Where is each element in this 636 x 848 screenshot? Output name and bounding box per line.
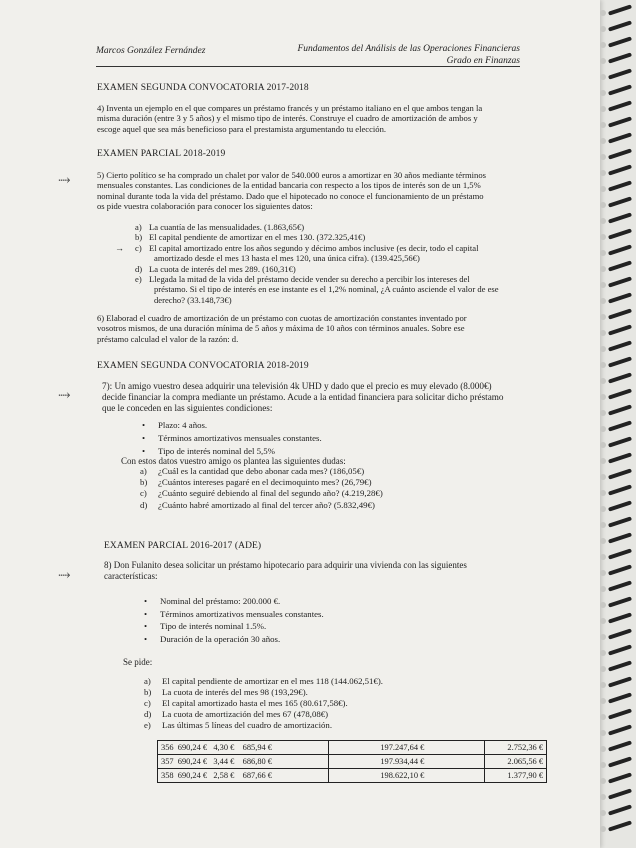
binding-hole <box>600 218 606 224</box>
item-label: b) <box>135 232 143 243</box>
q7-line: 7): Un amigo vuestro desea adquirir una televisión 4k UHD y dado que el precio es muy elevado (8.000€) <box>102 381 492 391</box>
item-label: d) <box>135 263 143 274</box>
question-7-items <box>140 466 383 511</box>
header-course-title: Fundamentos del Análisis de las Operaciones Financieras <box>297 44 520 54</box>
binding-coil <box>608 164 632 175</box>
binding-hole <box>600 10 606 16</box>
binding-coil <box>608 516 632 527</box>
bullet-item: • Tipo de interés nominal 1.5%. <box>144 620 324 633</box>
binding-hole <box>600 346 606 352</box>
binding-coil <box>608 212 632 223</box>
table-cell <box>158 769 329 783</box>
binding-coil <box>608 180 632 191</box>
binding-coil <box>608 308 632 319</box>
question-7-conditions <box>142 419 322 457</box>
section-title-2018-2019: EXAMEN SEGUNDA CONVOCATORIA 2018-2019 <box>97 361 309 371</box>
q5-line: nominal durante toda la vida del préstamo. Dado que el hipotecado no conoce el funcionamiento de un préstamo <box>97 190 484 201</box>
q5-line: os pide vuestra colaboración para conocer los siguientes datos: <box>97 201 313 212</box>
pending-cell: 2.065,56 € <box>485 755 547 769</box>
list-item-cont: préstamo. Si el tipo de interés en ese instante es el 1,2% nominal, ¿A cuánto asciende el valor de ese <box>154 284 499 295</box>
binding-hole <box>600 522 606 528</box>
binding-hole <box>600 730 606 736</box>
bullet-item: • Nominal del préstamo: 200.000 €. <box>144 595 324 608</box>
item-text: ¿Cuánto seguiré debiendo al final del segundo año? (4.219,28€) <box>158 488 383 499</box>
binding-hole <box>600 778 606 784</box>
q4-line: 4) Inventa un ejemplo en el que compares un préstamo francés y un préstamo italiano en el que ambos tengan la <box>97 103 483 113</box>
list-item <box>140 466 383 477</box>
binding-coil <box>608 324 632 335</box>
binding-hole <box>600 490 606 496</box>
q6-line: 6) Elaborad el cuadro de amortización de un préstamo con cuotas de amortización constantes inventado por <box>97 313 467 323</box>
payment-cell: 690,24 € <box>177 757 208 766</box>
binding-coil <box>608 740 632 751</box>
binding-hole <box>600 122 606 128</box>
binding-coil <box>608 68 632 79</box>
binding-coil <box>608 708 632 719</box>
binding-hole <box>600 202 606 208</box>
list-item <box>144 698 383 709</box>
binding-hole <box>600 314 606 320</box>
binding-hole <box>600 682 606 688</box>
q5-line: 5) Cierto político se ha comprado un chalet por valor de 540.000 euros a amortizar en 30 años mediante términos <box>97 170 486 180</box>
spiral-binding <box>600 0 636 848</box>
hand-drawn-arrow-icon: ⤑ <box>58 568 71 584</box>
period-cell: 358 <box>161 771 174 780</box>
pending-cell: 2.752,36 € <box>485 741 547 755</box>
list-item <box>144 709 383 720</box>
binding-coil <box>608 404 632 415</box>
binding-coil <box>608 132 632 143</box>
period-cell: 356 <box>161 743 174 752</box>
item-label: a) <box>135 222 142 232</box>
question-6 <box>97 313 523 344</box>
binding-hole <box>600 538 606 544</box>
section-title-parcial-2018-2019: EXAMEN PARCIAL 2018-2019 <box>97 149 226 159</box>
item-text: Llegada la mitad de la vida del préstamo decide vender su derecho a percibir los intereses del <box>149 274 470 285</box>
q8-line: características: <box>104 571 158 582</box>
binding-coil <box>608 596 632 607</box>
item-text: ¿Cuánto habré amortizado al final del tercer año? (5.832,49€) <box>158 499 375 510</box>
binding-hole <box>600 186 606 192</box>
bullet-item: • Términos amortizativos mensuales constantes. <box>142 432 322 445</box>
list-item <box>135 232 525 242</box>
q4-line: misma duración (entre 3 y 5 años) y el mismo tipo de interés. Construye el cuadro de amortización de ambos y <box>97 113 478 124</box>
list-item <box>135 264 525 274</box>
binding-coil <box>608 676 632 687</box>
binding-coil <box>608 660 632 671</box>
binding-hole <box>600 250 606 256</box>
binding-hole <box>600 58 606 64</box>
binding-coil <box>608 772 632 783</box>
binding-coil <box>608 724 632 735</box>
binding-hole <box>600 90 606 96</box>
binding-coil <box>608 436 632 447</box>
binding-hole <box>600 362 606 368</box>
accumulated-cell: 197.934,44 € <box>328 755 484 769</box>
binding-coil <box>608 100 632 111</box>
binding-coil <box>608 372 632 383</box>
binding-coil <box>608 20 632 31</box>
binding-hole <box>600 554 606 560</box>
list-item <box>140 488 383 499</box>
binding-coil <box>608 820 632 831</box>
section-title-2016-2017: EXAMEN PARCIAL 2016-2017 (ADE) <box>104 541 262 551</box>
binding-hole <box>600 26 606 32</box>
binding-hole <box>600 170 606 176</box>
question-8-items <box>144 676 383 731</box>
binding-hole <box>600 666 606 672</box>
bullet-item: • Plazo: 4 años. <box>142 419 322 432</box>
q7-line: decide financiar la compra mediante un préstamo. Acude a la entidad financiera para solicitar dicho préstamo <box>102 392 504 403</box>
amortization-table <box>157 740 547 783</box>
item-text: Las últimas 5 líneas del cuadro de amortización. <box>162 720 333 730</box>
period-cell: 357 <box>161 757 174 766</box>
binding-coil <box>608 500 632 511</box>
binding-hole <box>600 298 606 304</box>
binding-hole <box>600 506 606 512</box>
accumulated-cell: 198.622,10 € <box>328 769 484 783</box>
binding-coil <box>608 388 632 399</box>
binding-hole <box>600 762 606 768</box>
binding-coil <box>608 756 632 767</box>
binding-hole <box>600 426 606 432</box>
binding-coil <box>608 260 632 271</box>
hand-drawn-arrow-icon: ⤑ <box>58 173 71 189</box>
table-row <box>158 769 547 783</box>
item-text: ¿Cuál es la cantidad que debo abonar cada mes? (186,05€) <box>158 466 365 476</box>
list-item <box>135 243 525 253</box>
binding-hole <box>600 330 606 336</box>
binding-coil <box>608 4 632 15</box>
se-pide-label: Se pide: <box>123 657 153 667</box>
q8-line: 8) Don Fulanito desea solicitar un préstamo hipotecario para adquirir una vivienda con las siguientes <box>104 560 467 570</box>
binding-hole <box>600 826 606 832</box>
binding-hole <box>600 602 606 608</box>
binding-hole <box>600 394 606 400</box>
item-text: ¿Cuántos intereses pagaré en el decimoquinto mes? (26,79€) <box>158 477 372 488</box>
binding-coil <box>608 356 632 367</box>
header-author: Marcos González Fernández <box>96 46 206 56</box>
item-label: a) <box>140 466 147 476</box>
q7-line: que le conceden en las siguientes condiciones: <box>102 403 273 414</box>
binding-hole <box>600 154 606 160</box>
binding-hole <box>600 378 606 384</box>
item-text: El capital amortizado hasta el mes 165 (80.617,58€). <box>162 698 348 708</box>
payment-cell: 690,24 € <box>177 771 208 780</box>
binding-hole <box>600 746 606 752</box>
item-label: b) <box>144 687 152 697</box>
question-5 <box>97 170 521 212</box>
binding-hole <box>600 634 606 640</box>
item-label: a) <box>144 676 151 686</box>
interest-cell: 3,44 € <box>213 757 235 766</box>
binding-hole <box>600 106 606 112</box>
item-label: c) <box>140 488 147 499</box>
binding-hole <box>600 138 606 144</box>
item-label: d) <box>140 499 148 510</box>
binding-hole <box>600 442 606 448</box>
list-item-cont: amortizado desde el mes 13 hasta el mes 120, una única cifra). (139.425,56€) <box>154 253 420 264</box>
question-8-conditions <box>144 595 324 645</box>
item-text: La cuota de amortización del mes 67 (478,08€) <box>162 709 329 719</box>
binding-hole <box>600 282 606 288</box>
item-label: d) <box>144 709 152 719</box>
item-label: b) <box>140 477 148 488</box>
item-text: El capital pendiente de amortizar en el mes 118 (144.062,51€). <box>162 676 383 686</box>
binding-hole <box>600 586 606 592</box>
item-label: e) <box>144 720 151 730</box>
header-rule <box>96 66 520 67</box>
bullet-item: • Duración de la operación 30 años. <box>144 633 324 646</box>
principal-cell: 687,66 € <box>242 771 272 780</box>
binding-coil <box>608 420 632 431</box>
binding-hole <box>600 618 606 624</box>
binding-coil <box>608 484 632 495</box>
table-cell <box>158 755 329 769</box>
item-text: El capital pendiente de amortizar en el mes 130. (372.325,41€) <box>149 232 366 243</box>
question-8 <box>104 560 534 583</box>
table-row <box>158 755 547 769</box>
item-label: e) <box>135 274 142 285</box>
binding-coil <box>608 340 632 351</box>
binding-hole <box>600 234 606 240</box>
header-course-degree: Grado en Finanzas <box>446 56 520 66</box>
binding-hole <box>600 698 606 704</box>
binding-hole <box>600 650 606 656</box>
binding-coil <box>608 468 632 479</box>
principal-cell: 685,94 € <box>242 743 272 752</box>
list-item <box>135 222 525 232</box>
binding-coil <box>608 580 632 591</box>
accumulated-cell: 197.247,64 € <box>328 741 484 755</box>
binding-coil <box>608 548 632 559</box>
interest-cell: 4,30 € <box>213 743 235 752</box>
list-item <box>135 274 525 284</box>
binding-coil <box>608 196 632 207</box>
section-title-2017-2018: EXAMEN SEGUNDA CONVOCATORIA 2017-2018 <box>97 83 309 93</box>
binding-coil <box>608 788 632 799</box>
q5-line: mensuales constantes. Las condiciones de la entidad bancaria con respecto a los tipos de interés son de un 1,5% <box>97 180 481 191</box>
interest-cell: 2,58 € <box>213 771 235 780</box>
hand-drawn-arrow-icon: ⤑ <box>58 388 71 404</box>
list-item <box>144 720 383 731</box>
small-arrow-icon: → <box>115 243 124 253</box>
header-course <box>286 43 520 67</box>
table-cell <box>158 741 329 755</box>
binding-coil <box>608 612 632 623</box>
binding-coil <box>608 564 632 575</box>
binding-coil <box>608 628 632 639</box>
principal-cell: 686,80 € <box>242 757 272 766</box>
q6-line: préstamo calculad el valor de la razón: d. <box>97 333 239 344</box>
binding-hole <box>600 794 606 800</box>
question-5-items <box>135 222 525 305</box>
binding-hole <box>600 74 606 80</box>
list-item <box>144 676 383 687</box>
pending-cell: 1.377,90 € <box>485 769 547 783</box>
binding-coil <box>608 452 632 463</box>
list-item <box>144 687 383 698</box>
list-item-cont: derecho? (33.148,73€) <box>154 294 232 305</box>
binding-coil <box>608 532 632 543</box>
binding-coil <box>608 228 632 239</box>
binding-hole <box>600 458 606 464</box>
binding-coil <box>608 292 632 303</box>
binding-hole <box>600 42 606 48</box>
item-text: La cuantía de las mensualidades. (1.863,65€) <box>149 222 305 232</box>
bullet-item: • Términos amortizativos mensuales constantes. <box>144 608 324 621</box>
q6-line: vosotros mismos, de una duración mínima de 5 años y máxima de 10 años con términos anuales. Sobre ese <box>97 323 465 334</box>
binding-hole <box>600 266 606 272</box>
item-text: La cuota de interés del mes 98 (193,29€). <box>162 687 308 697</box>
bullet-item: • Tipo de interés nominal del 5,5% <box>142 445 322 458</box>
question-7-intro: Con estos datos vuestro amigo os plantea las siguientes dudas: <box>121 456 346 466</box>
q4-line: escoge aquel que sea más beneficioso para el prestamista argumentando tu elección. <box>97 123 387 134</box>
binding-hole <box>600 570 606 576</box>
payment-cell: 690,24 € <box>177 743 208 752</box>
binding-coil <box>608 52 632 63</box>
item-label: c) <box>135 242 142 253</box>
question-7 <box>102 381 526 415</box>
list-item <box>140 477 383 488</box>
item-text: La cuota de interés del mes 289. (160,31€) <box>149 263 296 274</box>
list-item <box>140 500 383 511</box>
binding-hole <box>600 474 606 480</box>
question-4 <box>97 103 521 134</box>
binding-coil <box>608 148 632 159</box>
binding-hole <box>600 810 606 816</box>
binding-coil <box>608 84 632 95</box>
binding-coil <box>608 116 632 127</box>
binding-coil <box>608 244 632 255</box>
binding-coil <box>608 36 632 47</box>
binding-coil <box>608 644 632 655</box>
table-row <box>158 741 547 755</box>
item-text: El capital amortizado entre los años segundo y décimo ambos inclusive (es decir, todo el capital <box>149 242 479 253</box>
binding-hole <box>600 714 606 720</box>
item-label: c) <box>144 698 151 708</box>
binding-hole <box>600 410 606 416</box>
binding-coil <box>608 276 632 287</box>
binding-coil <box>608 804 632 815</box>
binding-coil <box>608 692 632 703</box>
